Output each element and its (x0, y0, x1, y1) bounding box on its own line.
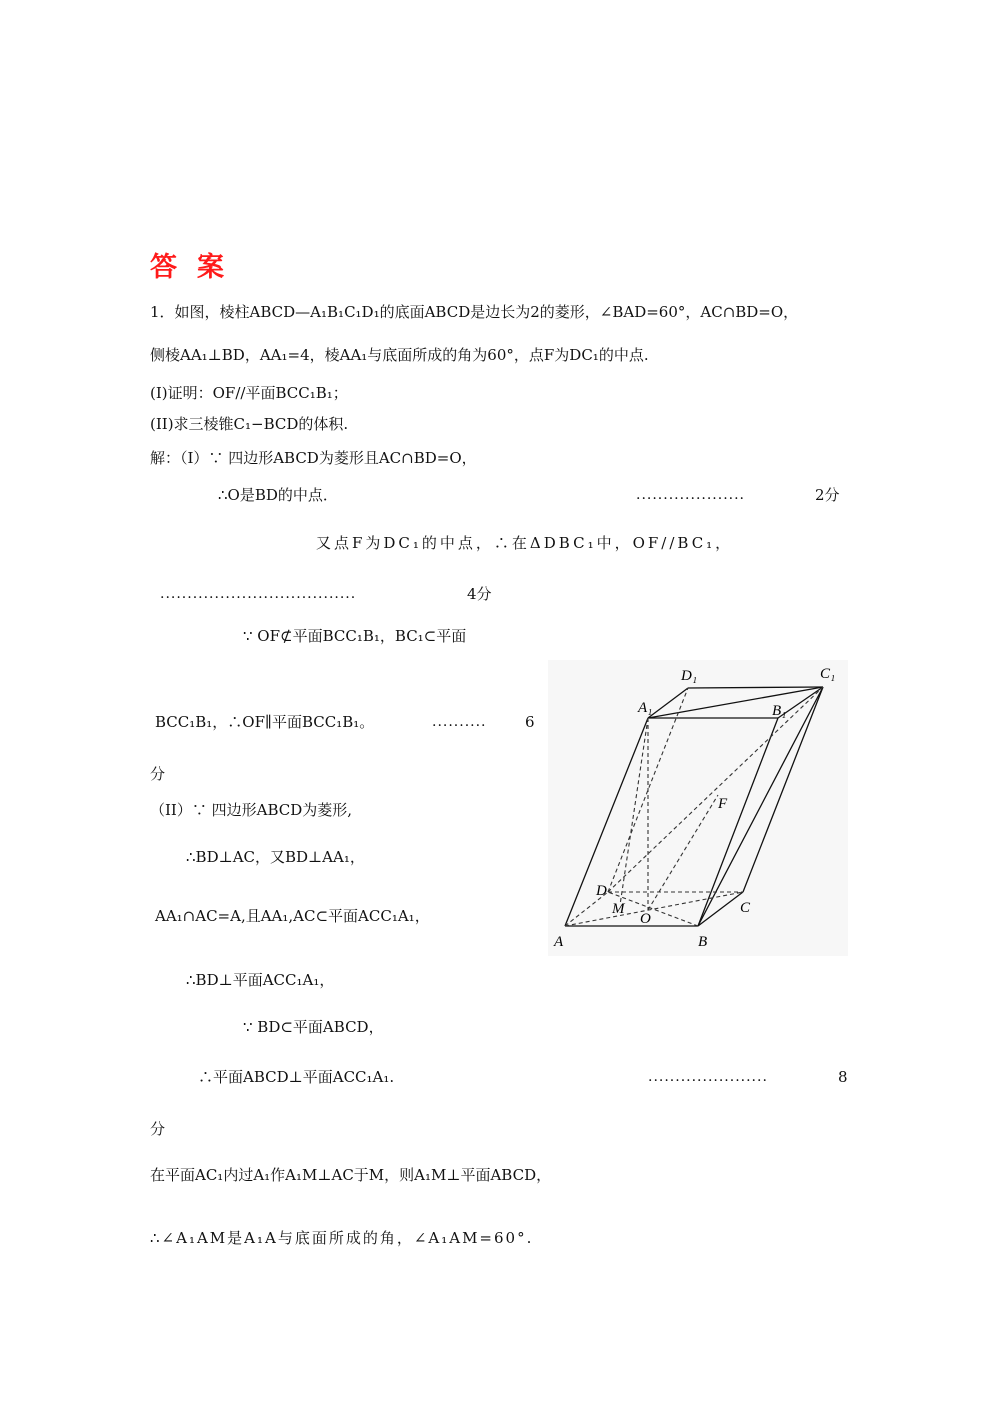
score-leader: .................................... (160, 586, 357, 602)
problem-line-2: 侧棱AA₁⊥BD，AA₁=4，棱AA₁与底面所成的角为60°，点F为DC₁的中点. (150, 346, 649, 364)
label-c: C (740, 900, 751, 916)
score-leader: .......... (432, 714, 487, 730)
score-4: 4分 (467, 585, 492, 603)
prism-figure (548, 660, 848, 956)
label-b: B (698, 934, 708, 950)
solution-step-14: ∴∠A₁AM是A₁A与底面所成的角，∠A₁AM=60°. (150, 1229, 534, 1247)
solution-step-8: ∴BD⊥AC，又BD⊥AA₁， (186, 848, 365, 866)
score-6: 6 (525, 713, 535, 731)
label-o: O (640, 911, 651, 927)
solution-step-6: BCC₁B₁，∴OF∥平面BCC₁B₁。 (155, 713, 375, 731)
score-unit: 分 (150, 765, 166, 783)
score-2: 2分 (815, 486, 840, 504)
problem-line-1: 1．如图，棱柱ABCD—A₁B₁C₁D₁的底面ABCD是边长为2的菱形，∠BAD=60°，AC∩BD=O， (150, 303, 799, 321)
label-d: D (596, 883, 607, 899)
label-a1: A₁ (638, 700, 653, 716)
question-2: (II)求三棱锥C₁−BCD的体积. (150, 415, 349, 433)
label-m: M (612, 901, 625, 917)
solution-step-2: ∴O是BD的中点． (218, 486, 338, 504)
solution-step-13: 在平面AC₁内过A₁作A₁M⊥AC于M，则A₁M⊥平面ABCD， (150, 1166, 552, 1184)
solution-step-12: ∴平面ABCD⊥平面ACC₁A₁. (198, 1068, 395, 1086)
solution-step-5: ∵ OF⊄平面BCC₁B₁，BC₁⊂平面 (243, 627, 467, 645)
score-leader: .................... (636, 487, 746, 503)
label-b1: B₁ (772, 703, 787, 719)
label-d1: D₁ (681, 668, 698, 684)
solution-step-1: 解：（I）∵ 四边形ABCD为菱形且AC∩BD=O， (150, 449, 477, 467)
solution-step-10: ∴BD⊥平面ACC₁A₁， (186, 971, 335, 989)
answer-heading: 答案 (150, 252, 244, 283)
solution-step-11: ∵ BD⊂平面ABCD， (243, 1018, 384, 1036)
solution-step-9: AA₁∩AC=A,且AA₁,AC⊂平面ACC₁A₁， (155, 907, 430, 925)
score-leader: ...................... (648, 1069, 768, 1085)
score-8: 8 (838, 1068, 848, 1086)
label-f: F (718, 796, 728, 812)
label-c1: C₁ (820, 666, 836, 682)
score-unit: 分 (150, 1120, 166, 1138)
label-a: A (554, 934, 564, 950)
solution-step-3: 又点F为DC₁的中点，∴在ΔDBC₁中，OF//BC₁， (316, 534, 734, 552)
question-1: (I)证明：OF//平面BCC₁B₁； (150, 384, 348, 402)
solution-step-7: （II）∵ 四边形ABCD为菱形, (150, 801, 353, 819)
